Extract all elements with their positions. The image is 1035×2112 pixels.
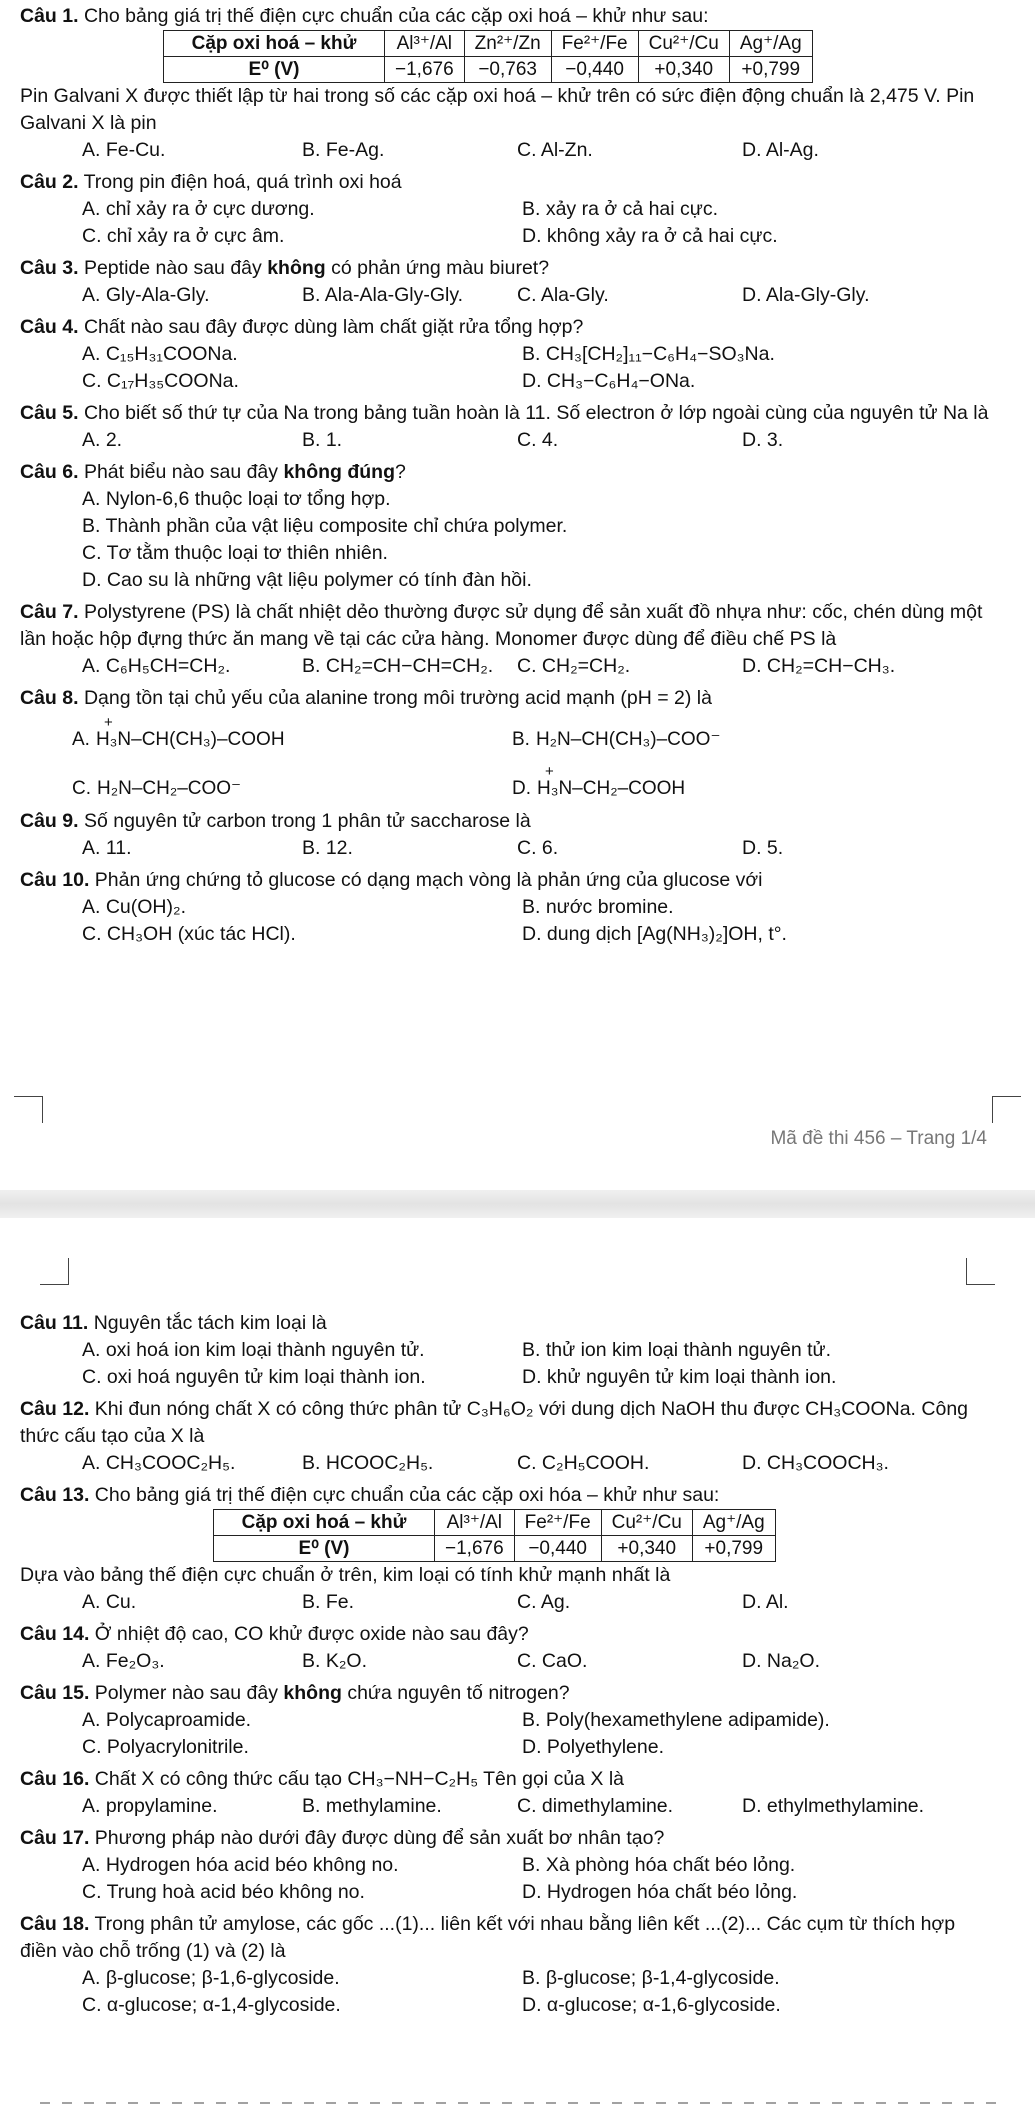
question-10: [20, 867, 990, 948]
table-header-label: Cặp oxi hoá – khử: [164, 31, 385, 57]
option-b[interactable]: B. Ala-Ala-Gly-Gly.: [302, 284, 464, 306]
question-number: Câu 7.: [20, 601, 79, 623]
option-b[interactable]: B. β-glucose; β-1,4-glycoside.: [522, 1967, 780, 1989]
option-b[interactable]: B. Xà phòng hóa chất béo lỏng.: [522, 1854, 796, 1876]
answer-options: [20, 486, 990, 594]
answer-options: [20, 1589, 990, 1616]
option-b[interactable]: B. 12.: [302, 837, 353, 859]
question-text: Số nguyên tử carbon trong 1 phân tử saccharose là: [83, 810, 531, 832]
table-cell: Al³⁺/Al: [435, 1510, 515, 1536]
option-c[interactable]: C. 6.: [517, 837, 559, 859]
option-c[interactable]: C. CH₂=CH₂.: [517, 655, 631, 677]
option-b[interactable]: [512, 726, 990, 753]
option-c[interactable]: C. Polyacrylonitrile.: [82, 1736, 249, 1758]
option-a[interactable]: A. β-glucose; β-1,6-glycoside.: [82, 1967, 340, 1989]
table-cell: Cu²⁺/Cu: [638, 31, 729, 57]
electrode-potential-table: [213, 1509, 776, 1562]
option-c[interactable]: C. C₁₇H₃₅COONa.: [82, 370, 239, 392]
question-number: Câu 16.: [20, 1768, 90, 1790]
option-d[interactable]: D. Na₂O.: [742, 1650, 820, 1672]
crop-mark: [14, 1096, 43, 1123]
option-d[interactable]: D. khử nguyên tử kim loại thành ion.: [522, 1366, 837, 1388]
option-a[interactable]: A. propylamine.: [82, 1795, 218, 1817]
cut-off-text-line: [40, 2102, 1000, 2104]
question-text: Nguyên tắc tách kim loại là: [93, 1312, 327, 1334]
answer-options: [20, 1852, 990, 1906]
question-11: [20, 1310, 990, 1391]
option-d[interactable]: [512, 763, 990, 802]
answer-options: [20, 835, 990, 862]
option-d[interactable]: D. CH₃COOCH₃.: [742, 1452, 889, 1474]
question-text: Trong pin điện hoá, quá trình oxi hoá: [83, 171, 402, 193]
option-d[interactable]: D. Al.: [742, 1591, 789, 1613]
option-a[interactable]: A. chỉ xảy ra ở cực dương.: [82, 198, 315, 220]
option-d[interactable]: D. Cao su là những vật liệu polymer có tính đàn hồi.: [82, 569, 532, 591]
question-15: [20, 1680, 990, 1761]
option-b[interactable]: B. Fe.: [302, 1591, 355, 1613]
table-cell: Cu²⁺/Cu: [601, 1510, 692, 1536]
question-number: Câu 5.: [20, 402, 79, 424]
option-d[interactable]: D. ethylmethylamine.: [742, 1795, 925, 1817]
positive-charge: +: [103, 714, 113, 731]
page-2-content: [20, 1310, 990, 2019]
option-b[interactable]: B. K₂O.: [302, 1650, 368, 1672]
question-number: Câu 15.: [20, 1682, 90, 1704]
table-cell: −0,440: [551, 57, 638, 83]
question-12: [20, 1396, 990, 1477]
question-number: Câu 8.: [20, 687, 79, 709]
option-a[interactable]: A. Gly-Ala-Gly.: [82, 284, 210, 306]
table-cell: −0,440: [514, 1536, 601, 1562]
question-1: [20, 3, 990, 164]
table-cell: −1,676: [435, 1536, 515, 1562]
question-text: Polymer nào sau đây: [94, 1682, 278, 1704]
crop-mark: [40, 1258, 69, 1285]
crop-mark: [966, 1258, 995, 1285]
question-text: Pin Galvani X được thiết lập từ hai trong số các cặp oxi hoá – khử trên có sức điện động chuẩn là 2,475 V. Pin Galvani X là pin: [20, 85, 975, 134]
question-9: [20, 808, 990, 862]
answer-options: [20, 894, 990, 948]
answer-options: [20, 714, 990, 802]
question-number: Câu 10.: [20, 869, 90, 891]
question-text: chứa nguyên tố nitrogen?: [347, 1682, 570, 1704]
question-14: [20, 1621, 990, 1675]
table-cell: Ag⁺/Ag: [729, 31, 812, 57]
answer-options: [20, 282, 990, 309]
question-emphasis: không: [283, 1682, 342, 1704]
table-header-label: Cặp oxi hoá – khử: [214, 1510, 435, 1536]
option-label: A.: [72, 729, 90, 750]
table-cell: +0,340: [638, 57, 729, 83]
option-formula: H₃N–CH(CH₃)–COOH: [95, 729, 285, 750]
question-number: Câu 13.: [20, 1484, 90, 1506]
question-6: [20, 459, 990, 594]
question-text: Phương pháp nào dưới đây được dùng để sản xuất bơ nhân tạo?: [94, 1827, 665, 1849]
option-b[interactable]: B. HCOOC₂H₅.: [302, 1452, 434, 1474]
question-text: Phản ứng chứng tỏ glucose có dạng mạch vòng là phản ứng của glucose với: [94, 869, 763, 891]
question-number: Câu 17.: [20, 1827, 90, 1849]
question-text: Polystyrene (PS) là chất nhiệt dẻo thường được sử dụng để sản xuất đồ nhựa như: cốc, chén dùng một lần hoặc hộp đựng thức ăn mang về tại các cửa hàng. Monomer được dùng để điều chế PS là: [20, 601, 983, 650]
answer-options: [20, 1337, 990, 1391]
option-a[interactable]: A. CH₃COOC₂H₅.: [82, 1452, 236, 1474]
option-d[interactable]: D. Al-Ag.: [742, 139, 819, 161]
crop-mark: [992, 1096, 1021, 1123]
option-label: C.: [72, 778, 91, 799]
question-text: Phát biểu nào sau đây: [83, 461, 279, 483]
option-a[interactable]: A. C₆H₅CH=CH₂.: [82, 655, 231, 677]
question-intro: Cho bảng giá trị thế điện cực chuẩn của các cặp oxi hóa – khử như sau:: [94, 1484, 720, 1506]
question-5: [20, 400, 990, 454]
option-c[interactable]: C. Tơ tằm thuộc loại tơ thiên nhiên.: [82, 542, 388, 564]
question-7: [20, 599, 990, 680]
question-number: Câu 3.: [20, 257, 79, 279]
option-c[interactable]: C. oxi hoá nguyên tử kim loại thành ion.: [82, 1366, 426, 1388]
exam-page-2: [0, 1218, 1035, 2112]
table-cell: −0,763: [464, 57, 551, 83]
table-cell: +0,799: [692, 1536, 775, 1562]
option-b[interactable]: B. thử ion kim loại thành nguyên tử.: [522, 1339, 832, 1361]
option-b[interactable]: B. methylamine.: [302, 1795, 442, 1817]
option-d[interactable]: D. Polyethylene.: [522, 1736, 664, 1758]
question-number: Câu 14.: [20, 1623, 90, 1645]
option-c[interactable]: C. Trung hoà acid béo không no.: [82, 1881, 365, 1903]
table-cell: +0,799: [729, 57, 812, 83]
option-c[interactable]: C. dimethylamine.: [517, 1795, 674, 1817]
option-a[interactable]: A. Fe-Cu.: [82, 139, 166, 161]
table-cell: Fe²⁺/Fe: [514, 1510, 601, 1536]
answer-options: [20, 196, 990, 250]
question-number: Câu 18.: [20, 1913, 90, 1935]
option-a[interactable]: A. Cu.: [82, 1591, 137, 1613]
question-text: Ở nhiệt độ cao, CO khử được oxide nào sau đây?: [94, 1623, 529, 1645]
question-text: có phản ứng màu biuret?: [331, 257, 550, 279]
option-formula: H₃N–CH₂–COOH: [537, 778, 686, 799]
option-d[interactable]: D. Hydrogen hóa chất béo lỏng.: [522, 1881, 798, 1903]
option-label: D.: [512, 778, 531, 799]
question-text: Dạng tồn tại chủ yếu của alanine trong môi trường acid mạnh (pH = 2) là: [83, 687, 712, 709]
option-b[interactable]: B. Thành phần của vật liệu composite chỉ chứa polymer.: [82, 515, 568, 537]
option-c[interactable]: C. α-glucose; α-1,4-glycoside.: [82, 1994, 341, 2016]
option-c[interactable]: C. 4.: [517, 429, 559, 451]
option-b[interactable]: B. nước bromine.: [522, 896, 674, 918]
option-b[interactable]: B. Poly(hexamethylene adipamide).: [522, 1709, 830, 1731]
option-c[interactable]: C. C₂H₅COOH.: [517, 1452, 650, 1474]
option-d[interactable]: D. CH₂=CH−CH₃.: [742, 655, 896, 677]
option-d[interactable]: D. 5.: [742, 837, 784, 859]
question-text: Chất nào sau đây được dùng làm chất giặt rửa tổng hợp?: [83, 316, 584, 338]
question-number: Câu 1.: [20, 5, 79, 27]
question-text: Chất X có công thức cấu tạo CH₃−NH−C₂H₅ Tên gọi của X là: [94, 1768, 625, 1790]
option-d[interactable]: D. α-glucose; α-1,6-glycoside.: [522, 1994, 781, 2016]
question-text: Trong phân tử amylose, các gốc ...(1)... liên kết với nhau bằng liên kết ...(2)... Các cụm từ thích hợp điền vào chỗ trống (1) và (2) là: [20, 1913, 956, 1962]
question-number: Câu 6.: [20, 461, 79, 483]
table-cell: Fe²⁺/Fe: [551, 31, 638, 57]
option-formula: H₂N–CH(CH₃)–COO⁻: [535, 729, 721, 750]
question-number: Câu 4.: [20, 316, 79, 338]
option-c[interactable]: C. chỉ xảy ra ở cực âm.: [82, 225, 285, 247]
question-text: ?: [395, 461, 406, 483]
option-a[interactable]: A. 11.: [82, 837, 132, 859]
question-16: [20, 1766, 990, 1820]
electrode-potential-table: [163, 30, 813, 83]
table-cell: +0,340: [601, 1536, 692, 1562]
answer-options: [20, 137, 990, 164]
answer-options: [20, 341, 990, 395]
question-number: Câu 11.: [20, 1312, 89, 1334]
question-text: Cho biết số thứ tự của Na trong bảng tuần hoàn là 11. Số electron ở lớp ngoài cùng của nguyên tử Na là: [83, 402, 989, 424]
question-text: Peptide nào sau đây: [83, 257, 262, 279]
question-intro: Cho bảng giá trị thế điện cực chuẩn của các cặp oxi hoá – khử như sau:: [83, 5, 709, 27]
option-formula: H₂N–CH₂–COO⁻: [97, 778, 242, 799]
question-emphasis: không: [267, 257, 326, 279]
positive-charge: +: [545, 763, 554, 780]
table-cell: Zn²⁺/Zn: [464, 31, 551, 57]
option-b[interactable]: B. xảy ra ở cả hai cực.: [522, 198, 718, 220]
question-4: [20, 314, 990, 395]
option-a[interactable]: A. Nylon-6,6 thuộc loại tơ tổng hợp.: [82, 488, 391, 510]
question-number: Câu 2.: [20, 171, 79, 193]
option-b[interactable]: B. CH₃[CH₂]₁₁−C₆H₄−SO₃Na.: [522, 343, 775, 365]
question-text: Dựa vào bảng thế điện cực chuẩn ở trên, kim loại có tính khử mạnh nhất là: [20, 1564, 671, 1586]
option-d[interactable]: D. Ala-Gly-Gly.: [742, 284, 870, 306]
option-b[interactable]: B. Fe-Ag.: [302, 139, 385, 161]
option-d[interactable]: D. CH₃−C₆H₄−ONa.: [522, 370, 696, 392]
option-c[interactable]: C. Ag.: [517, 1591, 571, 1613]
option-a[interactable]: [72, 714, 512, 753]
option-d[interactable]: D. không xảy ra ở cả hai cực.: [522, 225, 778, 247]
option-a[interactable]: A. Polycaproamide.: [82, 1709, 252, 1731]
option-d[interactable]: D. dung dịch [Ag(NH₃)₂]OH, t°.: [522, 923, 787, 945]
table-cell: Ag⁺/Ag: [692, 1510, 775, 1536]
option-a[interactable]: A. C₁₅H₃₁COONa.: [82, 343, 238, 365]
option-c[interactable]: [72, 775, 512, 802]
option-d[interactable]: D. 3.: [742, 429, 784, 451]
option-c[interactable]: C. Ala-Gly.: [517, 284, 609, 306]
question-18: [20, 1911, 990, 2019]
answer-options: [20, 427, 990, 454]
question-8: [20, 685, 990, 802]
table-value-label: E⁰ (V): [164, 57, 385, 83]
question-number: Câu 12.: [20, 1398, 90, 1420]
question-emphasis: không đúng: [283, 461, 396, 483]
option-c[interactable]: C. CH₃OH (xúc tác HCl).: [82, 923, 296, 945]
answer-options: [20, 653, 990, 680]
table-cell: Al³⁺/Al: [385, 31, 465, 57]
question-text: Khi đun nóng chất X có công thức phân tử C₃H₆O₂ với dung dịch NaOH thu được CH₃COONa. Công thức cấu tạo của X là: [20, 1398, 969, 1447]
table-cell: −1,676: [385, 57, 465, 83]
answer-options: [20, 1793, 990, 1820]
page-footer: Mã đề thi 456 – Trang 1/4: [770, 1128, 987, 1149]
option-a[interactable]: A. Cu(OH)₂.: [82, 896, 186, 918]
answer-options: [20, 1648, 990, 1675]
question-number: Câu 9.: [20, 810, 79, 832]
option-a[interactable]: A. 2.: [82, 429, 123, 451]
question-17: [20, 1825, 990, 1906]
question-3: [20, 255, 990, 309]
option-a[interactable]: A. Hydrogen hóa acid béo không no.: [82, 1854, 399, 1876]
question-2: [20, 169, 990, 250]
answer-options: [20, 1707, 990, 1761]
option-c[interactable]: C. CaO.: [517, 1650, 588, 1672]
answer-options: [20, 1450, 990, 1477]
option-label: B.: [512, 729, 530, 750]
table-value-label: E⁰ (V): [214, 1536, 435, 1562]
page-1-content: [20, 3, 990, 948]
answer-options: [20, 1965, 990, 2019]
option-a[interactable]: A. oxi hoá ion kim loại thành nguyên tử.: [82, 1339, 425, 1361]
option-a[interactable]: A. Fe₂O₃.: [82, 1650, 165, 1672]
option-b[interactable]: B. CH₂=CH−CH=CH₂.: [302, 655, 494, 677]
option-b[interactable]: B. 1.: [302, 429, 343, 451]
question-13: [20, 1482, 990, 1616]
page-separator: [0, 1190, 1035, 1218]
option-c[interactable]: C. Al-Zn.: [517, 139, 593, 161]
